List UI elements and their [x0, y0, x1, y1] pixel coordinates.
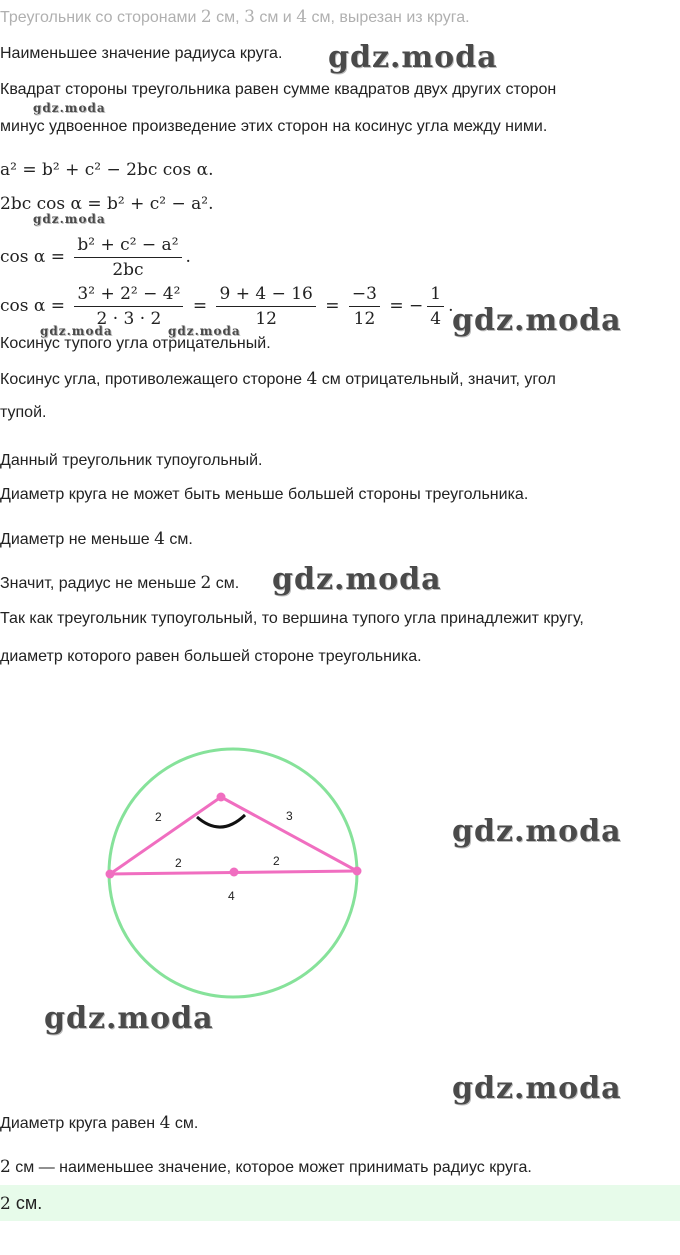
- watermark: gdz.moda: [44, 1001, 214, 1036]
- watermark: gdz.moda: [168, 324, 241, 338]
- triangle-type: Данный треугольник тупоугольный.: [0, 452, 263, 469]
- watermark: gdz.moda: [272, 562, 442, 597]
- cosine-law-line-2: минус удвоенное произведение этих сторон на косинус угла между ними.: [0, 118, 548, 135]
- label-base-right: 2: [273, 854, 280, 868]
- diameter-rule: Диаметр круга не может быть меньше большей стороны треугольника.: [0, 486, 529, 503]
- reasoning-line: Косинус угла, противолежащего стороне 4 см отрицательный, значит, угол: [0, 369, 556, 389]
- conclusion: 2 см — наименьшее значение, которое может принимать радиус круга.: [0, 1157, 532, 1177]
- watermark: gdz.moda: [40, 324, 113, 338]
- diameter-bound: Диаметр не меньше 4 см.: [0, 529, 193, 549]
- vertex-on-circle-cont: диаметр которого равен большей стороне треугольника.: [0, 648, 422, 665]
- vertex-on-circle: Так как треугольник тупоугольный, то вершина тупого угла принадлежит кругу,: [0, 610, 584, 627]
- obtuse-angle-arc: [197, 815, 245, 827]
- fraction: $\frac{9 + 4 - 16}{12}$: [216, 282, 315, 331]
- watermark: gdz.moda: [33, 101, 106, 115]
- obtuse-cosine-note: Косинус тупого угла отрицательный.: [0, 335, 271, 352]
- label-diameter: 4: [228, 889, 235, 903]
- vertex-left: [106, 870, 115, 879]
- question-line: Наименьшее значение радиуса круга.: [0, 45, 283, 62]
- vertex-right: [353, 867, 362, 876]
- fraction: $\frac{\text{3² + 2² − 4²}}{2 \cdot 3 \cdot 2}$: [74, 282, 183, 331]
- triangle-circle-figure: [0, 730, 680, 1030]
- problem-statement: Треугольник со сторонами 2 см, 3 см и 4 см, вырезан из круга.: [0, 7, 470, 27]
- fraction: $\frac{-3}{12}$: [349, 282, 380, 331]
- watermark: gdz.moda: [452, 303, 622, 338]
- formula-cos-value: cos α = $\frac{\text{3² + 2² − 4²}}{2 \cdot 3 \cdot 2}$ = $\frac{9 + 4 - 16}{12}$ = $\frac{-3}{12}$ = − $\frac{1}{4}$ .: [0, 284, 454, 329]
- watermark: gdz.moda: [328, 40, 498, 75]
- watermark: gdz.moda: [452, 814, 622, 849]
- watermark: gdz.moda: [33, 212, 106, 226]
- radius-bound: Значит, радиус не меньше 2 см.: [0, 573, 240, 593]
- label-side-right: 3: [286, 809, 293, 823]
- label-side-left: 2: [155, 810, 162, 824]
- answer-box: 2 см.: [0, 1185, 680, 1221]
- formula-cosine-law: a² = b² + c² − 2bc cos α.: [0, 160, 214, 180]
- formula-rearranged: 2bc cos α = b² + c² − a².: [0, 194, 214, 214]
- watermark: gdz.moda: [452, 1071, 622, 1106]
- vertex-top: [217, 793, 226, 802]
- center-point: [230, 868, 239, 877]
- fraction: $\frac{\text{b² + c² − a²}}{2bc}$: [74, 233, 181, 282]
- label-base-left: 2: [175, 856, 182, 870]
- diameter-value: Диаметр круга равен 4 см.: [0, 1113, 199, 1133]
- fraction: $\frac{1}{4}$: [427, 282, 444, 331]
- cosine-law-line-1: Квадрат стороны треугольника равен сумме квадратов двух других сторон: [0, 81, 557, 98]
- reasoning-line-cont: тупой.: [0, 404, 47, 421]
- formula-cos-expression: cos α = $\frac{\text{b² + c² − a²}}{2bc}$ .: [0, 235, 191, 280]
